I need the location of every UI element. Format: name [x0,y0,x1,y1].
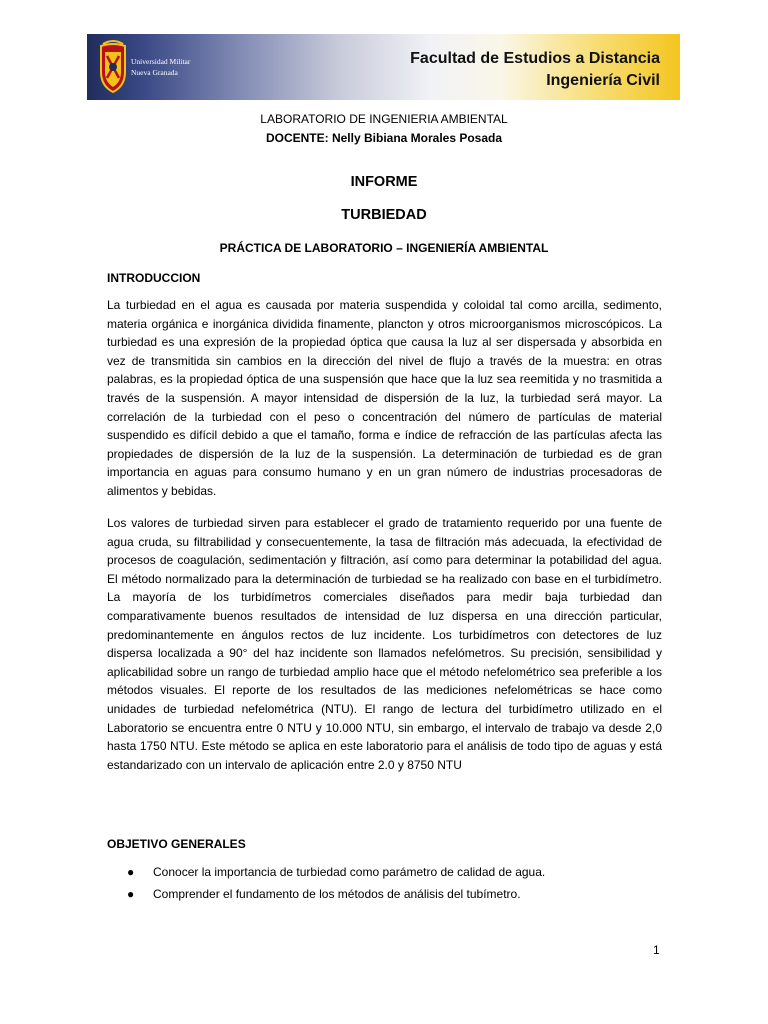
teacher-line: DOCENTE: Nelly Bibiana Morales Posada [265,131,503,145]
objectives-heading: OBJETIVO GENERALES [107,837,246,851]
logo-text-line1: Universidad Militar [131,57,191,66]
university-logo [95,38,217,96]
objectives-list [107,861,662,905]
lab-title: LABORATORIO DE INGENIERIA AMBIENTAL [260,112,508,126]
faculty-title-block [410,48,660,92]
intro-paragraph-1: La turbiedad en el agua es causada por materia suspendida y coloidal tal como arcilla, sedimento, materia orgánica e inorgánica dividida finamente, plancton y otros microorganismos microscópicos. La turbiedad es una expresión de la propiedad óptica que causa la luz al ser dispersada y absorbida en vez de transmitida sin cambios en la dirección del nivel de flujo a través de la muestra: en otras palabras, es la propiedad óptica de una suspensión que hace que la luz sea reemitida y no trasmitida a través de la suspensión. A mayor intensidad de dispersión de la luz, la turbiedad será mayor. La correlación de la turbiedad con el peso o concentración del número de partículas de material suspendido es difícil debido a que el tamaño, forma e índice de refracción de las partículas afecta las propiedades de dispersión de la luz de la suspensión. La determinación de turbiedad es de gran importancia en aguas para consumo humano y en un gran número de industrias procesadoras de alimentos y bebidas. [107,298,662,498]
report-title: INFORME [350,174,418,190]
intro-heading: INTRODUCCION [107,271,201,285]
page-number: 1 [653,943,660,957]
header-banner [87,34,680,100]
list-item [107,861,662,883]
intro-paragraph-2: Los valores de turbiedad sirven para establecer el grado de tratamiento requerido por una fuente de agua cruda, su filtrabilidad y consecuentemente, la tasa de filtración más adecuada, la efectividad de procesos de coagulación, sedimentación y filtración, así como para determinar la potabilidad del agua. El método normalizado para la determinación de turbiedad se ha realizado con base en el turbidímetro. La mayoría de los turbidímetros comerciales diseñados para medir baja turbiedad dan comparativamente buenos resultados de intensidad de luz dispersa en una dirección particular, predominantemente en ángulos rectos de luz incidente. Los turbidímetros con detectores de luz dispersa localizada a 90° del haz incidente son llamados nefelómetros. Su precisión, sensibilidad y aplicabilidad sobre un rango de turbiedad amplio hace que el método nefelométrico sea preferible a los métodos visuales. El reporte de los resultados de las mediciones nefelométricas se hace como unidades de turbiedad nefelométrica (NTU). El rango de lectura del turbidímetro utilizado en el Laboratorio se encuentra entre 0 NTU y 10.000 NTU, sin embargo, el intervalo de trabajo va desde 2,0 hasta 1750 NTU. Este método se aplica en este laboratorio para el análisis de todo tipo de aguas y está estandarizado con un intervalo de aplicación entre 2.0 y 8750 NTU [107,516,662,772]
bullet-icon: ● [127,865,135,879]
practice-title: PRÁCTICA DE LABORATORIO – INGENIERÍA AMBIENTAL [219,241,549,255]
bullet-icon: ● [127,887,135,901]
program-name: Ingeniería Civil [546,72,660,89]
course-header [0,110,768,148]
topic-title: TURBIEDAD [341,207,427,223]
logo-text-line2: Nueva Granada [131,68,178,77]
objective-text: Comprender el fundamento de los métodos de análisis del tubímetro. [153,887,521,901]
list-item [107,883,662,905]
objective-text: Conocer la importancia de turbiedad como parámetro de calidad de agua. [153,865,546,879]
faculty-name: Facultad de Estudios a Distancia [410,50,660,67]
